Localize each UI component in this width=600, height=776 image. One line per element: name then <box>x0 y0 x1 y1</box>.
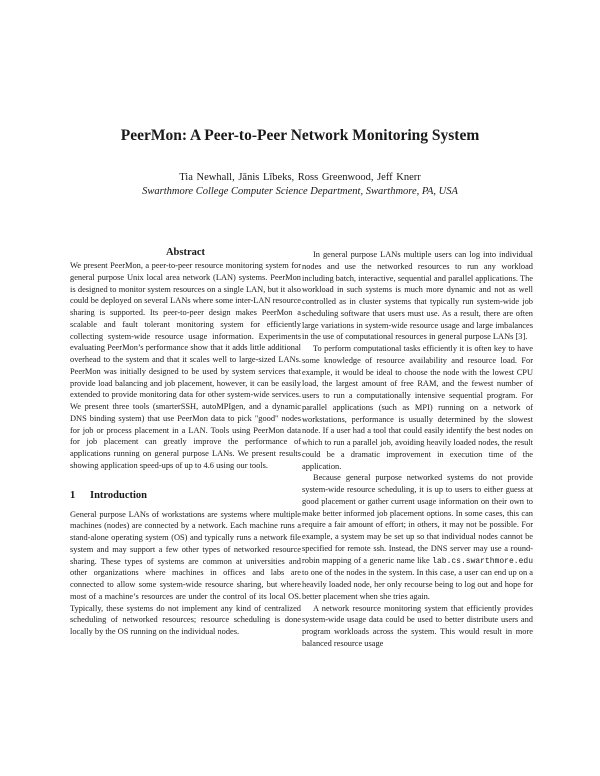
body-paragraph-1: In general purpose LANs multiple users can log into individual nodes and use the networked resources to run any workload including batch, interactive, sequential and parallel applications. The workload in such systems is much more dynamic and not as well controlled as in cluster systems that typically run system-wide job scheduling software that users must use. As a result, there are often large variations in system-wide resource usage and large imbalances in the use of computational resources in general purpose LANs [3]. <box>302 250 533 342</box>
body-paragraph-2: To perform computational tasks efficiently it is often key to have some knowledge of resource availability and resource load. For example, it would be ideal to choose the node with the lowest CPU load, the largest amount of free RAM, and the fewest number of users to run a computationally intensive sequential program. For parallel applications (such as MPI) running on a network of workstations, performance is usually determined by the slowest node. If a user had a tool that could easily identify the best nodes on which to run a parallel job, avoiding heavily loaded nodes, the result could be a dramatic improvement in execution time of the application. <box>302 344 533 471</box>
paragraph-3-text-before: Because general purpose networked systems do not provide system-wide resource scheduling, it is up to users to either guess at good placement or gather current usage information on their own to make better informed job placement options. In some cases, this can require a fair amount of effort; in others, it may not be possible. For example, a system may be set up so that individual nodes cannot be specified for remote ssh. Instead, the DNS server may use a round-robin mapping of a generic name like <box>302 473 533 565</box>
dns-name-code: lab.cs.swarthmore.edu <box>432 556 533 566</box>
left-column <box>70 246 301 638</box>
author-list: Tia Newhall, Jānis Lībeks, Ross Greenwood, Jeff Knerr <box>179 172 421 183</box>
body-paragraph-3 <box>302 472 533 602</box>
paragraph-3-text-after: to one of the nodes in the system. In this case, a user can end up on a heavily loaded node, her only recourse being to log out and hope for better placement when she tries again. <box>302 568 533 601</box>
abstract-text: We present PeerMon, a peer-to-peer resource monitoring system for general purpose Unix local area network (LAN) systems. PeerMon is designed to monitor system resources on a single LAN, but it also could be deployed on several LANs where some inter-LAN resource sharing is supported. Its peer-to-peer design makes PeerMon a scalable and fault tolerant monitoring system for efficiently collecting system-wide resource usage information. Experiments evaluating PeerMon’s performance show that it adds little additional overhead to the system and that it scales well to large-sized LANs. PeerMon was initially designed to be used by system services that provide load balancing and job placement, however, it can be easily extended to provide monitoring data for other system-wide services. We present three tools (smarterSSH, autoMPIgen, and a dynamic DNS binding system) that use PeerMon data to pick "good" nodes for job or process placement in a LAN. Tools using PeerMon data for job placement can greatly improve the performance of applications running on general purpose LANs. We present results showing application speed-ups of up to 4.6 using our tools. <box>70 261 301 470</box>
introduction-paragraph: General purpose LANs of workstations are systems where multiple machines (nodes) are connected by a network. Each machine runs a stand-alone operating system (OS) and typically runs a network file system and may support a few other types of networked resource sharing. These types of systems are common at universities and other organizations where machines in offices and labs are connected to allow some system-wide resource sharing, but where most of a machine’s resources are under the control of its local OS. Typically, these systems do not implement any kind of centralized scheduling of networked resources; resource scheduling is done locally by the OS running on the individual nodes. <box>70 509 301 636</box>
right-column <box>302 249 533 769</box>
body-paragraph-4: A network resource monitoring system that efficiently provides system-wide usage data could be used to better distribute users and program workloads across the system. This would result in more balanced resource usage <box>302 603 533 648</box>
paper-title: PeerMon: A Peer-to-Peer Network Monitoring System <box>120 127 480 144</box>
section-heading-introduction <box>70 489 301 502</box>
abstract-heading: Abstract <box>165 247 206 258</box>
section-title: Introduction <box>90 489 147 501</box>
section-number: 1 <box>70 489 76 501</box>
author-affiliation: Swarthmore College Computer Science Department, Swarthmore, PA, USA <box>142 186 458 197</box>
